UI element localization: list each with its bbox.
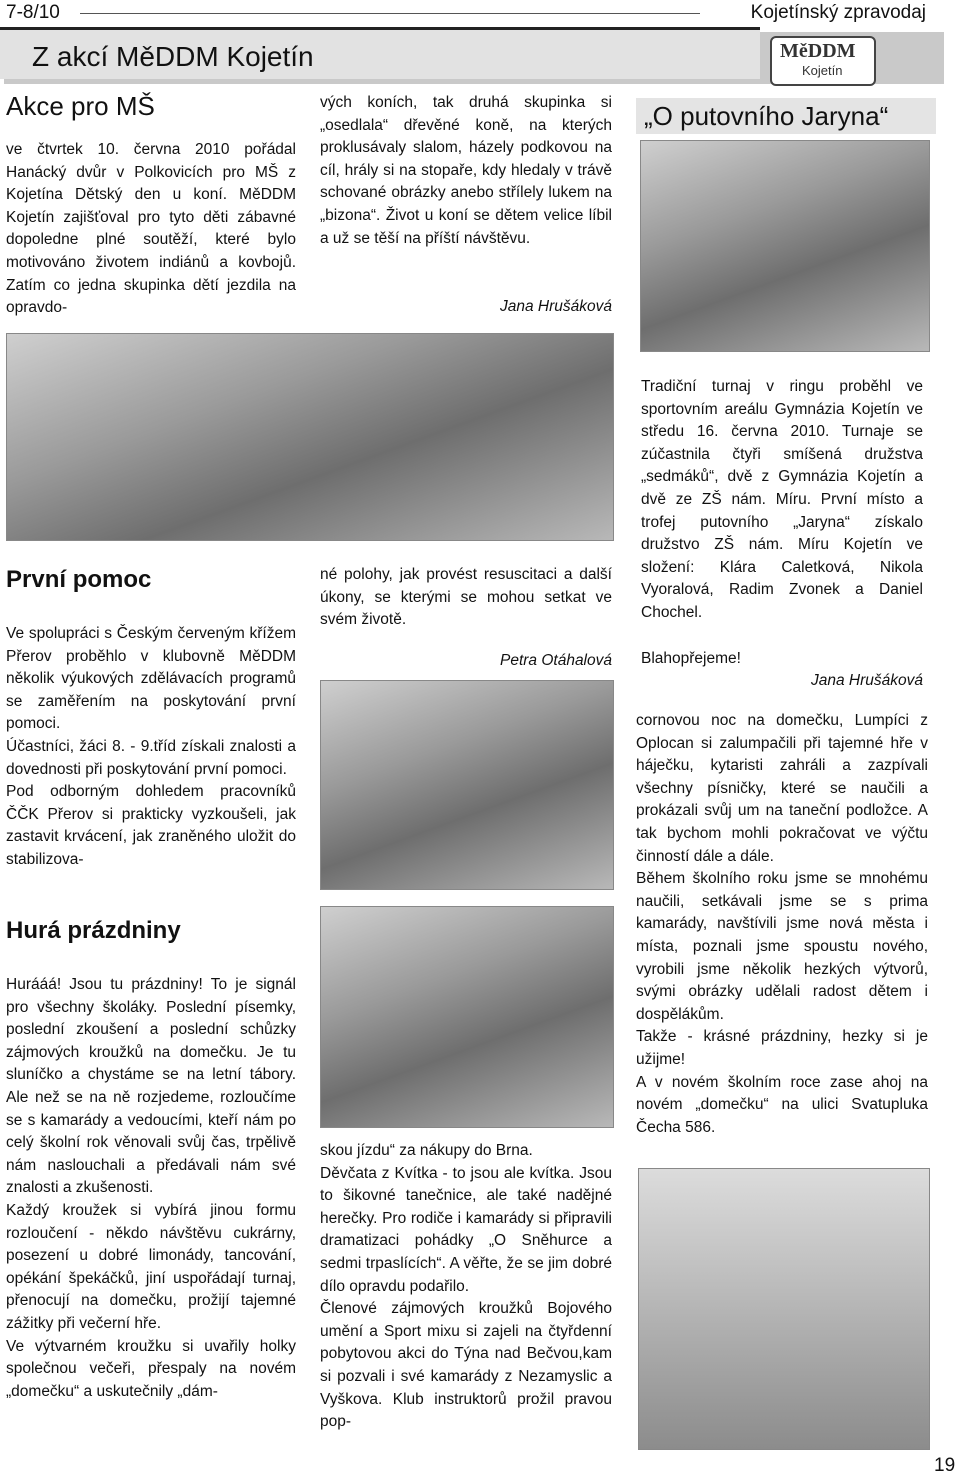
page-number-top: 7-8/10 <box>6 2 60 23</box>
page-number-bottom: 19 <box>934 1455 956 1476</box>
school-building-photo <box>638 1168 930 1450</box>
prazdniny-col1 <box>6 974 296 1403</box>
logo-line2: Kojetín <box>802 63 843 78</box>
horse-activity-photo <box>6 333 614 541</box>
jaryna-team-photo <box>640 140 930 352</box>
prvni-pomoc-signature: Petra Otáhalová <box>499 652 612 669</box>
prvni-pomoc-p1: Ve spolupráci s Českým červeným křížem Přerov proběhlo v klubovně MěDDM několik výukových zdělávacích programů se zaměřením na poskytování první pomoci. <box>6 625 296 733</box>
akce-ms-col2: vých koních, tak druhá skupinka si „osedlala“ dřevěné koně, na kterých proklusávaly slalom, házely podkovou na cíl, hrály si na stopaře, kdy hledaly v trávě schované obrázky anebo střílely lukem na „bizona“. Život u koní se dětem velice líbil a už se těší na příští návštěvu. <box>320 94 612 247</box>
prazdniny-col1-p3: Ve výtvarném kroužku si uvařily holky společnou večeři, přespaly na novém „domečku“ a uskutečnily „dám- <box>6 1337 296 1400</box>
prazdniny-col2-p2: Děvčata z Kvítka - to jsou ale kvítka. Jsou to šikovné tanečnice, ale také nadějné herečky. Pro rodiče i kamarády si připravili dramatizaci pohádky „O Sněhurce a sedmi trpaslících“. A věřte, že se jim dobré dílo opravdu podařilo. <box>320 1164 612 1295</box>
prazdniny-col3-p3: Takže - krásné prázdniny, hezky si je užijme! <box>636 1028 928 1068</box>
prazdniny-col1-p1: Hurááá! Jsou tu prázdniny! To je signál pro všechny školáky. Poslední písemky, poslední zkoušení a poslední schůzky zájmových kroužků na domečku. Je tu sluníčko a chystáme se na letní tábory. Ale než se na ně rozjedeme, rozloučíme se s kamarády a vedoucími, kteří nám po celý školní rok věnovali svůj čas, trpělivě nám naslouchali a předávali nám své znalosti a zkušenosti. <box>6 976 296 1197</box>
prvni-pomoc-p2: Účastníci, žáci 8. - 9.tříd získali znalosti a dovednosti při poskytování první pomoci. <box>6 737 296 778</box>
akce-ms-signature: Jana Hrušáková <box>499 298 612 315</box>
prazdniny-col3-p2: Během školního roku jsme se mnohému naučili, setkávali jsme se s prima kamarády, navštívili jsme nová města i místa, poznali jsme spoustu nového, vyrobili jsme několik hezkých výtvorů, svými obrázky udělali radost dětem i dospělákům. <box>636 870 928 1023</box>
prvni-pomoc-title: První pomoc <box>6 566 152 593</box>
jaryna-signature: Jana Hrušáková <box>810 672 923 689</box>
akce-ms-title: Akce pro MŠ <box>6 91 155 121</box>
prvni-pomoc-col2: né polohy, jak provést resuscitaci a další úkony, se kterými se mohou setkat ve svém životě. <box>320 566 612 629</box>
prvni-pomoc-text <box>6 623 296 872</box>
jaryna-title: „O putovního Jaryna“ <box>636 98 936 134</box>
jaryna-cheer: Blahopřejeme! <box>641 650 741 667</box>
meddm-logo <box>770 36 876 86</box>
prazdniny-col3-p1: cornovou noc na domečku, Lumpíci z Oplocan si zalumpačili při tajemné hře v háječku, kytaristi zahráli a zazpívali všechny písničky, které se naučili a prokázali svůj um na taneční podložce. A tak bychom mohli pokračovat ve výčtu činností dále a dále. <box>636 712 928 865</box>
banner-title: Z akcí MěDDM Kojetín <box>32 41 314 72</box>
snow-white-play-photo <box>320 906 614 1128</box>
prazdniny-col3-p4: A v novém školním roce zase ahoj na novém „domečku“ na ulici Svatupluka Čecha 586. <box>636 1073 928 1136</box>
prazdniny-col2-p3: Členové zájmových kroužků Bojového umění a Sport mixu si zajeli na čtyřdenní pobytovou akci do Týna nad Bečvou,kam si pozvali i své kamarády z Nezamyslic a Vyškova. Klub instruktorů prožil pravou pop- <box>320 1300 612 1431</box>
prazdniny-col2 <box>320 1140 612 1434</box>
jaryna-text: Tradiční turnaj v ringu proběhl ve sportovním areálu Gymnázia Kojetín ve středu 16. června 2010. Turnaje se zúčastnila čtyři smíšená družstva „sedmáků“, dvě z Gymnázia Kojetín a dvě ze ZŠ nám. Míru. První místo a trofej putovního „Jaryna“ získalo družstvo ZŠ nám. Míru Kojetín ve složení: Klára Caletková, Nikola Vyoralová, Radim Zvonek a Daniel Chochel. <box>641 378 923 621</box>
prvni-pomoc-p3: Pod odborným dohledem pracovníků ČČK Přerov si prakticky vyzkoušeli, jak zastavit krvácení, jak zraněného uložit do stabilizova- <box>6 783 296 868</box>
logo-line1: MěDDM <box>780 40 856 62</box>
first-aid-photo <box>320 680 614 890</box>
prazdniny-col1-p2: Každý kroužek si vybírá jinou formu rozloučení - někdo návštěvu cukrárny, posezení u dobré limonády, tancování, opékání špekáčků, jiní uspořádají turnaj, přenocují na domečku, prožijí tajemné zážitky při večerní hře. <box>6 1201 296 1332</box>
prazdniny-col2-p1: skou jízdu“ za nákupy do Brna. <box>320 1142 533 1159</box>
header-rule <box>80 13 700 14</box>
akce-ms-col1: ve čtvrtek 10. června 2010 pořádal Hanácký dvůr v Polkovicích pro MŠ z Kojetína Dětský den u koní. MěDDM Kojetín zajišťoval pro tyto děti zábavné dopoledne plné soutěží, které bylo motivováno životem indiánů a kovbojů. Zatím co jedna skupinka dětí jezdila na opravdo- <box>6 141 296 317</box>
prazdniny-col3 <box>636 710 928 1139</box>
publication-name: Kojetínský zpravodaj <box>750 2 926 23</box>
prazdniny-title: Hurá prázdniny <box>6 917 181 944</box>
